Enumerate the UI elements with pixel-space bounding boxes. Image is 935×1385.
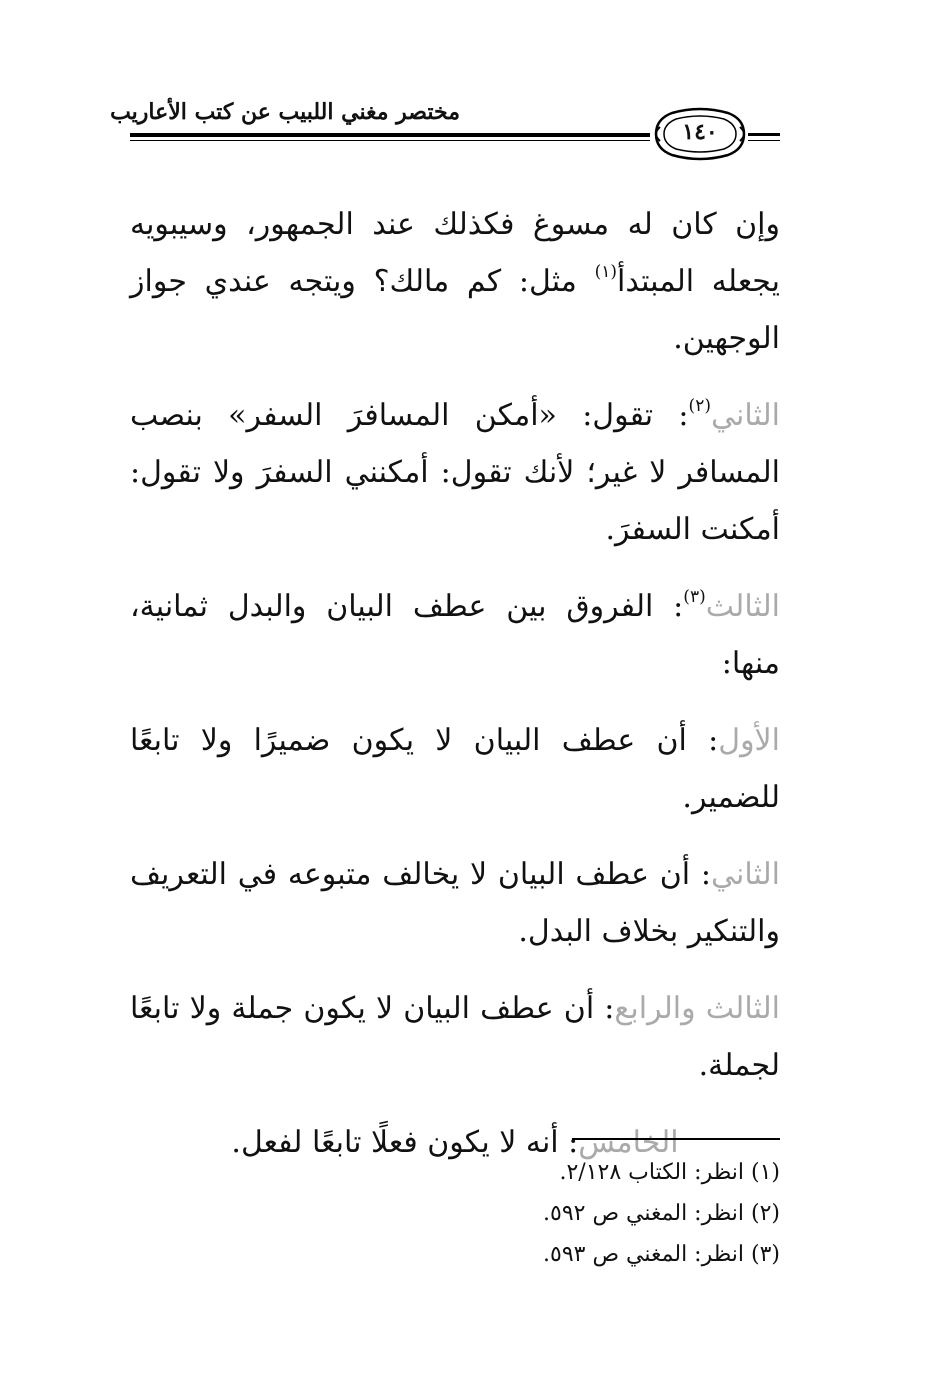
paragraph-3 [130,578,780,692]
page-number: ١٤٠ [682,119,718,145]
footnote-1: (١) انظر: الكتاب ٢/١٢٨. [559,1160,780,1185]
running-title: مختصر مغني اللبيب عن كتب الأعاريب [110,99,460,125]
header-rule-right [748,133,780,136]
section-lead: الأول [718,723,780,758]
paragraph-6 [130,980,780,1094]
footnote-2: (٢) انظر: المغني ص ٥٩٢. [543,1201,780,1226]
paragraph-text: : أن عطف البيان لا يكون ضميرًا ولا تابعًا للضمير. [130,723,780,815]
section-lead: الثالث والرابع [614,991,780,1026]
paragraph-text: : أن عطف البيان لا يخالف متبوعه في التعريف والتنكير بخلاف البدل. [130,857,780,949]
paragraph-text: : أنه لا يكون فعلًا تابعًا لفعل. [231,1125,579,1160]
header-rule-thin [130,140,650,141]
paragraph-text: : أن عطف البيان لا يكون جملة ولا تابعًا لجملة. [130,991,780,1083]
footnote-ref: (٣) [683,587,706,607]
section-lead: الثاني [710,398,780,433]
header-rule-right-thin [748,140,780,141]
paragraph-text: : تقول: «أمكن المسافرَ السفر» بنصب المسافر لا غير؛ لأنك تقول: أمكنني السفرَ ولا تقول: أمكنت السفرَ. [130,398,780,547]
footnote-ref: (١) [594,262,618,282]
section-lead: الخامس [578,1125,679,1160]
footnote-3: (٣) انظر: المغني ص ٥٩٣. [543,1242,780,1267]
paragraph-text: وإن كان له مسوغ فكذلك عند الجمهور، وسيبويه يجعله المبتدأ [130,207,781,299]
footnote-ref: (٢) [688,396,711,416]
paragraph-2 [130,387,780,558]
paragraph-text: مثل: كم مالك؟ ويتجه عندي جواز الوجهين. [130,264,780,356]
paragraph-1 [130,196,780,367]
page-header [110,95,780,155]
page-number-ornament [654,105,746,163]
section-lead: الثالث [705,589,780,624]
header-rule [130,133,650,137]
paragraph-4 [130,712,780,826]
paragraph-text: : الفروق بين عطف البيان والبدل ثمانية، منها: [130,589,780,681]
paragraph-5 [130,846,780,960]
footnote-separator [572,1138,780,1140]
footnotes [430,1152,780,1275]
main-text [130,196,780,1191]
section-lead: الثاني [710,857,780,892]
